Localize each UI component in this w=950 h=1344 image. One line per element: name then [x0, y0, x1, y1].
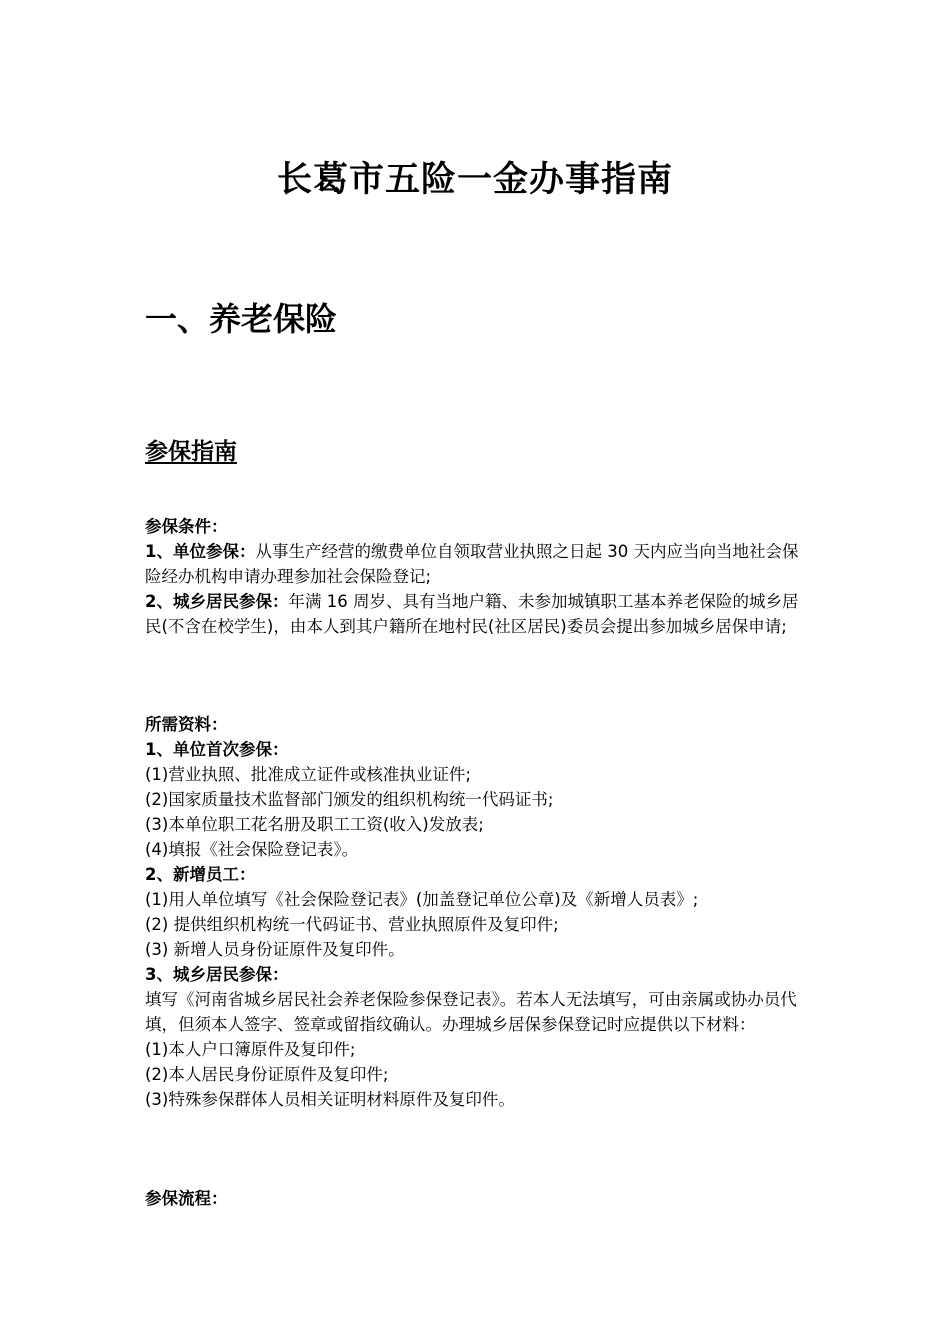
list-item: (3) 新增人员身份证原件及复印件。: [145, 940, 405, 959]
list-item: (1)本人户口簿原件及复印件;: [145, 1040, 356, 1059]
condition-label: 2、城乡居民参保：: [145, 592, 289, 611]
enrollment-conditions: [145, 514, 810, 639]
list-item: (2) 提供组织机构统一代码证书、营业执照原件及复印件;: [145, 915, 559, 934]
conditions-heading: 参保条件：: [145, 517, 228, 536]
required-materials: [145, 712, 810, 1112]
list-item: (3)本单位职工花名册及职工工资(收入)发放表;: [145, 815, 484, 834]
condition-text: 从事生产经营的缴费单位自领取营业执照之日起 30 天内应当向当地社会保险经办机构申请办理参加社会保险登记;: [145, 542, 799, 586]
section-heading-pension: 一、养老保险: [145, 300, 338, 338]
list-item: (1)用人单位填写《社会保险登记表》(加盖登记单位公章)及《新增人员表》;: [145, 890, 699, 909]
condition-text: 年满 16 周岁、具有当地户籍、未参加城镇职工基本养老保险的城乡居民(不含在校学生)，由本人到其户籍所在地村民(社区居民)委员会提出参加城乡居保申请;: [145, 592, 799, 636]
condition-label: 1、单位参保：: [145, 542, 256, 561]
process-heading: 参保流程：: [145, 1189, 228, 1208]
list-item: (1)营业执照、批准成立证件或核准执业证件;: [145, 765, 471, 784]
list-item: (2)本人居民身份证原件及复印件;: [145, 1065, 389, 1084]
condition-item: [145, 589, 810, 639]
list-item: (3)特殊参保群体人员相关证明材料原件及复印件。: [145, 1090, 515, 1109]
sub-heading-enrollment-guide: 参保指南: [145, 439, 237, 465]
list-item: (2)国家质量技术监督部门颁发的组织机构统一代码证书;: [145, 790, 554, 809]
materials-group-label: 3、城乡居民参保：: [145, 965, 289, 984]
enrollment-process: [145, 1186, 810, 1211]
condition-item: [145, 539, 810, 589]
document-title: 长葛市五险一金办事指南: [276, 160, 673, 200]
materials-group-intro: 填写《河南省城乡居民社会养老保险参保登记表》。若本人无法填写，可由亲属或协办员代填，但须本人签字、签章或留指纹确认。办理城乡居保参保登记时应提供以下材料：: [145, 990, 797, 1034]
list-item: (4)填报《社会保险登记表》。: [145, 840, 359, 859]
materials-heading: 所需资料：: [145, 715, 228, 734]
materials-group-label: 2、新增员工：: [145, 865, 256, 884]
materials-group-label: 1、单位首次参保：: [145, 740, 289, 759]
